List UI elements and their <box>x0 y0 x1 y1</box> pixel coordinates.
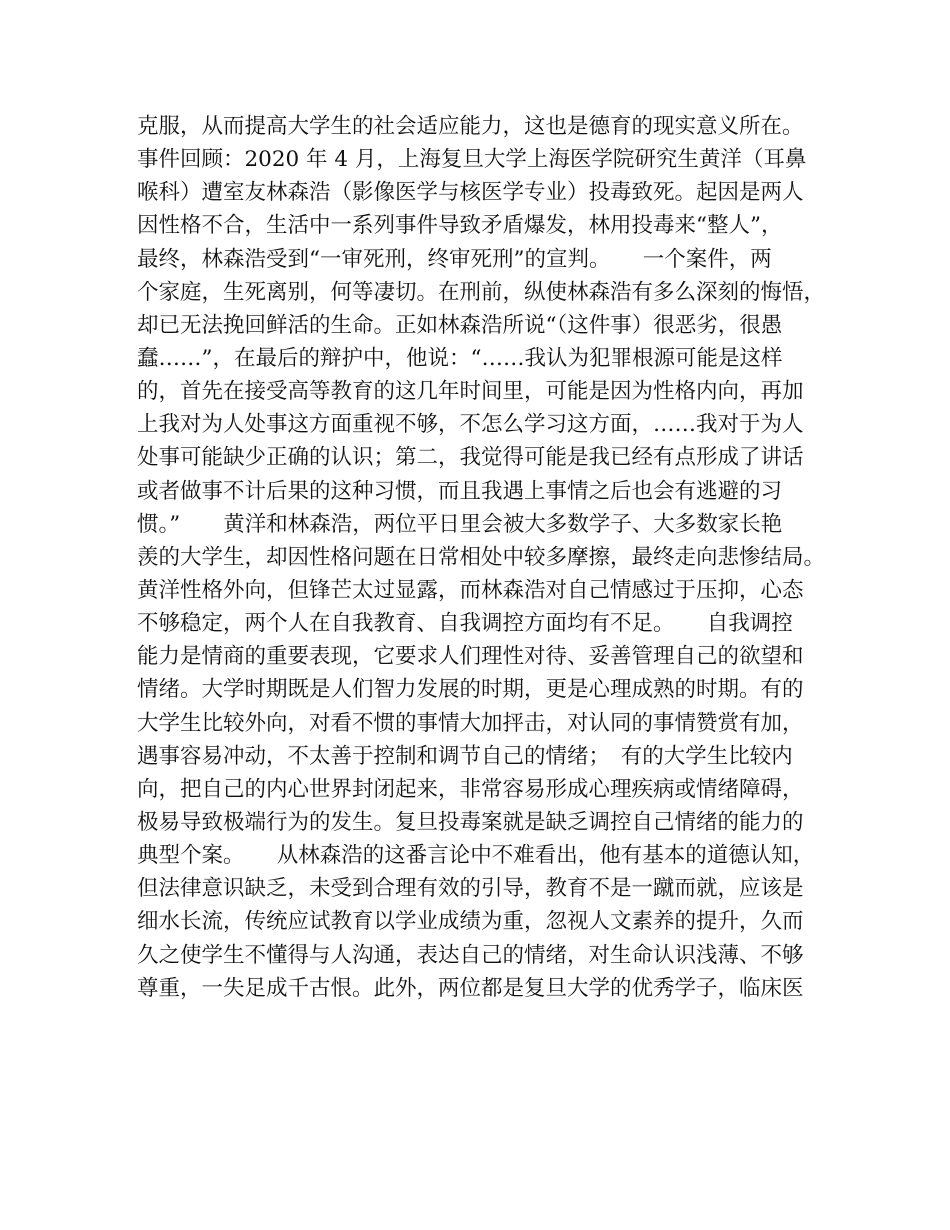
text-line: 大学生比较外向，对看不惯的事情大加抨击，对认同的事情赞赏有加， <box>137 710 804 736</box>
text-line: 个家庭，生死离别，何等凄切。在刑前，纵使林森浩有多么深刻的悔悟， <box>137 279 826 305</box>
text-line: 遇事容易冲动，不太善于控制和调节自己的情绪； 有的大学生比较内 <box>137 743 793 769</box>
text-line: 处事可能缺少正确的认识；第二，我觉得可能是我已经有点形成了讲话 <box>137 445 804 471</box>
text-line: 不够稳定，两个人在自我教育、自我调控方面均有不足。 自我调控 <box>137 611 793 637</box>
text-line: 喉科）遭室友林森浩（影像医学与核医学专业）投毒致死。起因是两人 <box>137 180 804 206</box>
text-line: 久之使学生不懂得与人沟通，表达自己的情绪，对生命认识浅薄、不够 <box>137 942 804 968</box>
text-line: 细水长流，传统应试教育以学业成绩为重，忽视人文素养的提升，久而 <box>137 909 804 935</box>
text-line: 上我对为人处事这方面重视不够，不怎么学习这方面，……我对于为人 <box>137 412 804 438</box>
text-line: 却已无法挽回鲜活的生命。正如林森浩所说“（这件事）很恶劣，很愚 <box>137 312 783 338</box>
text-line: 能力是情商的重要表现，它要求人们理性对待、妥善管理自己的欲望和 <box>137 644 804 670</box>
text-line: 羡的大学生，却因性格问题在日常相处中较多摩擦，最终走向悲惨结局。 <box>137 544 826 570</box>
text-line: 最终，林森浩受到“一审死刑，终审死刑”的宣判。 一个案件，两 <box>137 246 772 272</box>
text-line: 的，首先在接受高等教育的这几年时间里，可能是因为性格内向，再加 <box>137 379 804 405</box>
text-line: 蠢……”，在最后的辩护中，他说：“……我认为犯罪根源可能是这样 <box>137 345 783 371</box>
text-line: 黄洋性格外向，但锋芒太过显露，而林森浩对自己情感过于压抑，心态 <box>137 577 804 603</box>
body-text <box>137 110 837 1005</box>
text-line: 极易导致极端行为的发生。复旦投毒案就是缺乏调控自己情绪的能力的 <box>137 809 804 835</box>
text-line: 因性格不合，生活中一系列事件导致矛盾爆发，林用投毒来“整人”， <box>137 213 783 239</box>
text-line: 惯。” 黄洋和林森浩，两位平日里会被大多数学子、大多数家长艳 <box>137 511 783 537</box>
text-line: 克服，从而提高大学生的社会适应能力，这也是德育的现实意义所在。 <box>137 114 804 139</box>
text-line: 事件回顾：2020 年 4 月，上海复旦大学上海医学院研究生黄洋（耳鼻 <box>137 147 807 173</box>
text-line: 向，把自己的内心世界封闭起来，非常容易形成心理疾病或情绪障碍， <box>137 776 804 802</box>
text-line: 尊重，一失足成千古恨。此外，两位都是复旦大学的优秀学子，临床医 <box>137 975 804 1001</box>
text-line: 但法律意识缺乏，未受到合理有效的引导，教育不是一蹴而就，应该是 <box>137 876 804 902</box>
text-line: 或者做事不计后果的这种习惯，而且我遇上事情之后也会有逃避的习 <box>137 478 783 504</box>
text-line: 情绪。大学时期既是人们智力发展的时期，更是心理成熟的时期。有的 <box>137 677 804 703</box>
text-line: 典型个案。 从林森浩的这番言论中不难看出，他有基本的道德认知， <box>137 843 815 869</box>
